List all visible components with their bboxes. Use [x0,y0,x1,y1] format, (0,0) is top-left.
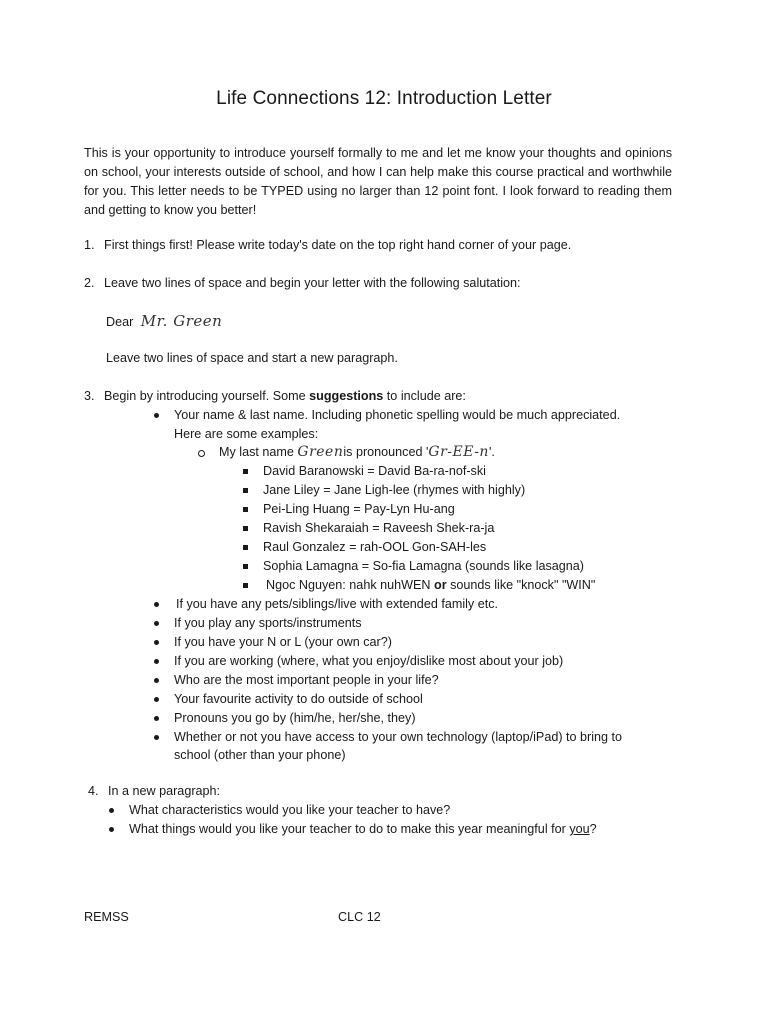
step-4-item-1: What characteristics would you like your teacher to have? [129,803,451,817]
step-2-text: Leave two lines of space and begin your letter with the following salutation: [104,276,521,290]
last-name-handwritten: Green [297,444,344,460]
step-3-text: Begin by introducing yourself. Some [104,389,310,403]
salutation [106,312,222,331]
step-3-bold: suggestions [309,389,384,403]
last-name-before: My last name [219,445,298,459]
tech-bullet-line-2: school (other than your phone) [174,748,346,762]
bullet-square-icon [243,526,248,531]
bullet-dot-icon [154,697,159,702]
example-last-after: sounds like "knock" "WIN" [446,578,596,592]
example-item: David Baranowski = David Ba-ra-nof-ski [263,464,486,478]
bullet-square-icon [243,488,248,493]
last-name-middle: is pronounced ' [343,445,429,459]
name-bullet-line-1: Your name & last name. Including phonetic spelling would be much appreciated. [174,408,621,422]
example-item: Raul Gonzalez = rah-OOL Gon-SAH-les [263,540,487,554]
step-4-text: In a new paragraph: [108,784,221,798]
last-name-phonetic-handwritten: Gr-EE-n [428,444,489,460]
bullet-dot-icon [154,716,159,721]
bullet-square-icon [243,583,248,588]
bullet-circle-icon [198,450,205,457]
footer-left: REMSS [84,910,129,924]
example-item: Ravish Shekaraiah = Raveesh Shek-ra-ja [263,521,495,535]
step-3-number: 3. [84,389,95,403]
intro-paragraph: This is your opportunity to introduce yourself formally to me and let me know your thoughts and opinions on school, your interests outside of school, and how I can help make this course practical and worthwhile for you. This letter needs to be TYPED using no larger than 12 point font. I look forward to reading them and getting to know you better! [84,146,672,217]
bullet-dot-icon [154,735,159,740]
suggestion-item: If you are working (where, what you enjoy/dislike most about your job) [174,654,564,668]
step-3-text-after: to include are: [383,389,466,403]
example-item: Pei-Ling Huang = Pay-Lyn Hu-ang [263,502,455,516]
bullet-square-icon [243,507,248,512]
bullet-square-icon [243,545,248,550]
step-2 [84,274,521,292]
step-1-text: First things first! Please write today's date on the top right hand corner of your page. [104,238,572,252]
footer-center: CLC 12 [338,910,381,924]
step-3 [84,387,466,405]
bullet-dot-icon [154,602,159,607]
bullet-dot-icon [154,413,159,418]
name-bullet-line-2: Here are some examples: [174,427,319,441]
bullet-dot-icon [154,621,159,626]
suggestion-item: Who are the most important people in your life? [174,673,439,687]
suggestion-item: If you have your N or L (your own car?) [174,635,392,649]
bullet-square-icon [243,469,248,474]
bullet-square-icon [243,564,248,569]
example-item-last [266,576,595,594]
last-name-after: '. [488,445,495,459]
suggestion-item: If you have any pets/siblings/live with extended family etc. [176,597,499,611]
step-4-item-2-underlined: you [569,822,590,836]
page-title: Life Connections 12: Introduction Letter [216,88,552,109]
example-last-bold: or [434,578,447,592]
bullet-dot-icon [109,827,114,832]
example-item: Sophia Lamagna = So-fia Lamagna (sounds like lasagna) [263,559,584,573]
step-4-number: 4. [88,784,99,798]
suggestion-item: If you play any sports/instruments [174,616,362,630]
example-item: Jane Liley = Jane Ligh-lee (rhymes with highly) [263,483,526,497]
step-4 [88,782,220,800]
salutation-handwritten-name: Mr. Green [140,312,223,330]
step-4-item-2-text: What things would you like your teacher to do to make this year meaningful for [129,822,570,836]
suggestion-item: Pronouns you go by (him/he, her/she, they) [174,711,416,725]
last-name-line [219,443,495,461]
bullet-dot-icon [154,659,159,664]
suggestion-item: Your favourite activity to do outside of school [174,692,423,706]
bullet-dot-icon [154,640,159,645]
step-4-item-2 [129,820,597,838]
salutation-dear: Dear [106,315,134,329]
bullet-dot-icon [109,808,114,813]
bullet-dot-icon [154,678,159,683]
step-2-number: 2. [84,276,95,290]
step-1-number: 1. [84,238,95,252]
leave-two-lines: Leave two lines of space and start a new paragraph. [106,351,398,365]
step-1 [84,236,571,254]
example-last-before: Ngoc Nguyen: nahk nuhWEN [266,578,435,592]
step-4-item-2-after: ? [589,822,597,836]
tech-bullet-line-1: Whether or not you have access to your own technology (laptop/iPad) to bring to [174,730,623,744]
